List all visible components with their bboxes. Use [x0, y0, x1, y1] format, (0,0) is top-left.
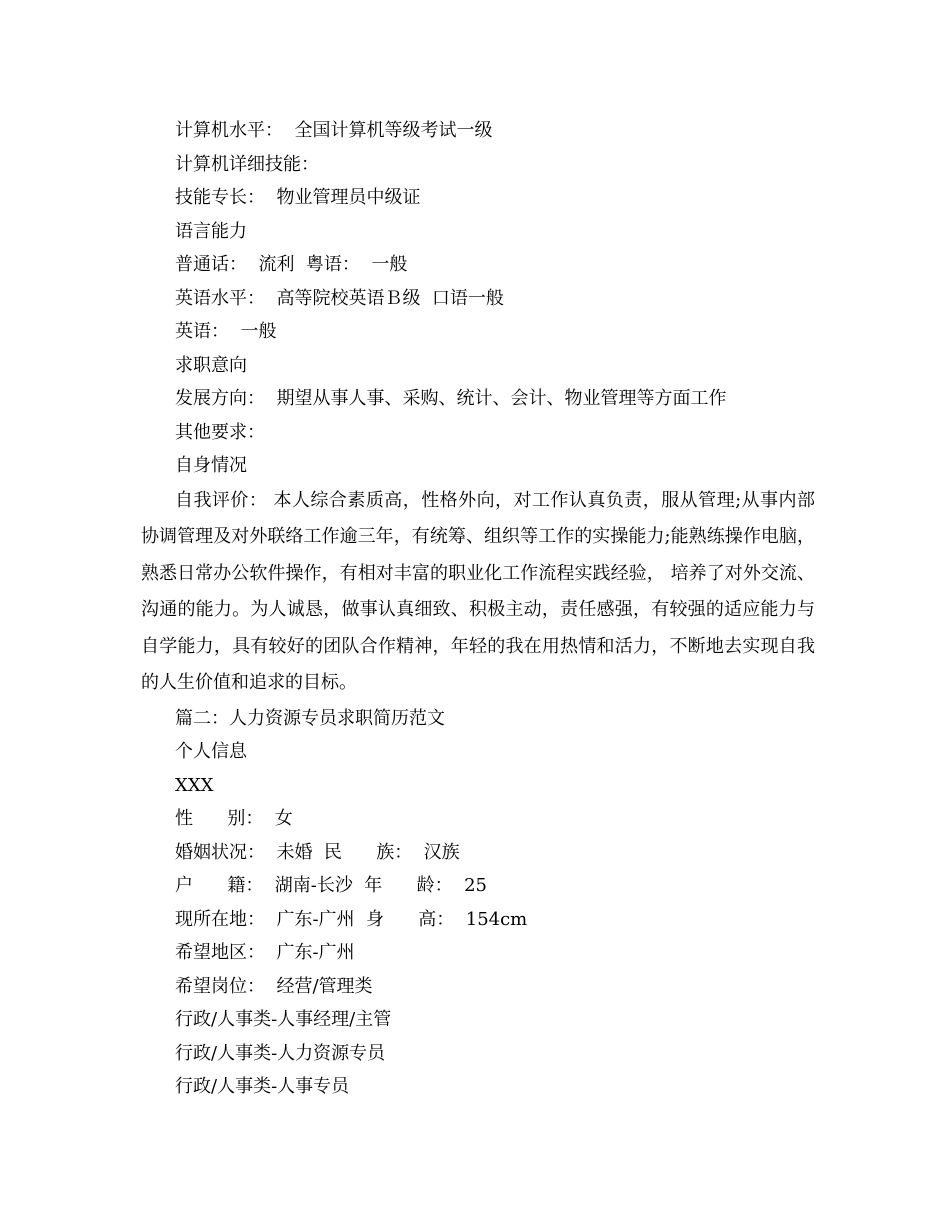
job-intent-heading: 求职意向 — [175, 354, 247, 376]
desired-region-line: 希望地区： 广东-广州 — [175, 942, 355, 963]
hukou-age-line: 户 籍： 湖南-长沙 年 龄： 25 — [175, 875, 487, 896]
personal-info-heading: 个人信息 — [175, 741, 247, 762]
english-line: 英语： 一般 — [175, 321, 277, 342]
computer-level-line: 计算机水平： 全国计算机等级考试一级 — [175, 120, 493, 141]
position-option-2: 行政/人事类-人力资源专员 — [175, 1042, 386, 1064]
skill-specialty-line: 技能专长： 物业管理员中级证 — [175, 187, 421, 208]
top-section — [141, 114, 815, 483]
computer-skills-line: 计算机详细技能： — [175, 153, 319, 175]
other-requirements-line: 其他要求： — [175, 421, 265, 443]
language-heading: 语言能力 — [175, 220, 247, 242]
position-option-1: 行政/人事类-人事经理/主管 — [175, 1009, 392, 1030]
mandarin-cantonese-line: 普通话： 流利 粤语： 一般 — [175, 254, 408, 275]
self-situation-heading: 自身情况 — [175, 455, 247, 476]
development-direction-line: 发展方向： 期望从事人事、采购、统计、会计、物业管理等方面工作 — [175, 388, 727, 409]
marital-ethnicity-line: 婚姻状况： 未婚 民 族： 汉族 — [175, 841, 460, 863]
bottom-section — [141, 702, 815, 1104]
name-line: XXX — [175, 774, 214, 796]
self-evaluation-paragraph: 自我评价： 本人综合素质高，性格外向，对工作认真负责，服从管理;从事内部协调管理及对外联络工作逾三年，有统筹、组织等工作的实操能力;能熟练操作电脑，熟悉日常办公软件操作，有相对丰富的职业化工作流程实践经验， 培养了对外交流、沟通的能力。为人诚恳，做事认真细致、积极主动，责任感强，有较强的适应能力与自学能力，具有较好的团队合作精神，年轻的我在用热情和活力，不断地去实现自我的人生价值和追求的目标。 — [141, 489, 815, 693]
section-two-title: 篇二：人力资源专员求职简历范文 — [175, 707, 445, 729]
position-option-3: 行政/人事类-人事专员 — [175, 1076, 350, 1097]
document-page — [141, 114, 815, 1104]
gender-line: 性 别： 女 — [175, 808, 293, 829]
english-level-line: 英语水平： 高等院校英语Ｂ级 口语一般 — [175, 287, 504, 309]
location-height-line: 现所在地： 广东-广州 身 高： 154cm — [175, 908, 528, 930]
desired-position-line: 希望岗位： 经营/管理类 — [175, 975, 373, 997]
